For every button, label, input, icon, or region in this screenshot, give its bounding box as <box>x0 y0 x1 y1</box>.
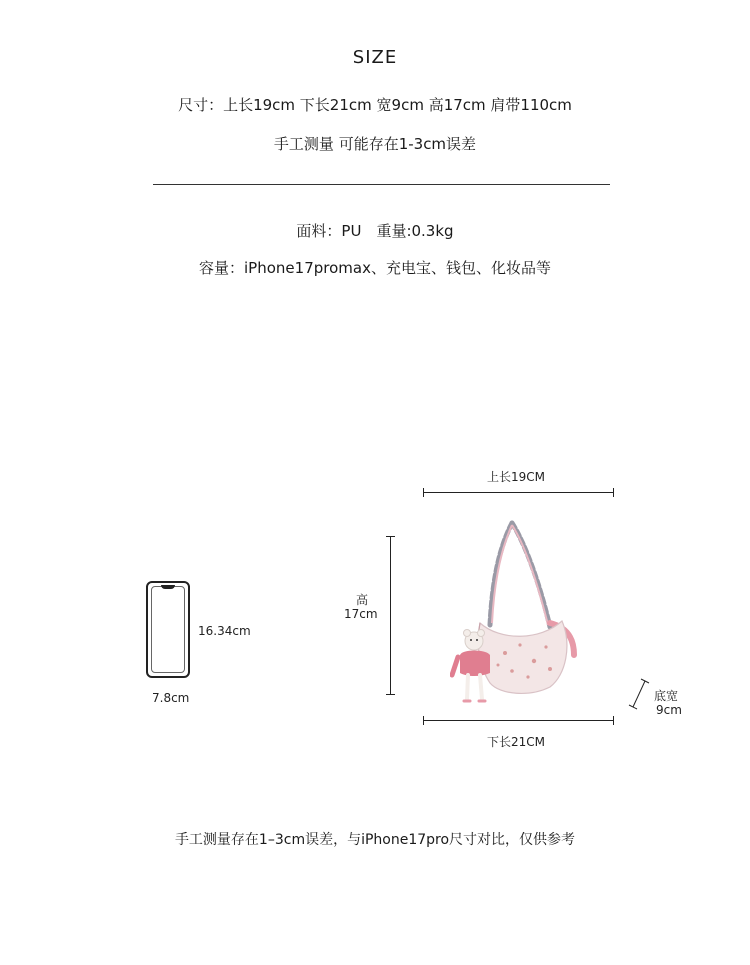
measure-note: 手工测量 可能存在1-3cm误差 <box>273 135 477 153</box>
height-value: 17cm <box>344 607 378 621</box>
footer-note: 手工测量存在1–3cm误差，与iPhone17pro尺寸对比，仅供参考 <box>174 832 576 848</box>
height-label: 高 <box>356 593 369 607</box>
height-tick-bottom <box>386 694 395 695</box>
phone-outline <box>146 581 190 678</box>
top-length-tick-right <box>613 488 614 497</box>
phone-height-label: 16.34cm <box>198 624 251 638</box>
material-text: 面料：PU 重量:0.3kg <box>296 222 454 240</box>
phone-screen <box>151 586 185 673</box>
top-length-label: 上长19CM <box>487 470 546 484</box>
capacity-text: 容量：iPhone17promax、充电宝、钱包、化妆品等 <box>199 259 551 277</box>
dimensions-text: 尺寸：上长19cm 下长21cm 宽9cm 高17cm 肩带110cm <box>178 96 572 114</box>
page-title: SIZE <box>352 47 398 68</box>
depth-value: 9cm <box>656 703 682 717</box>
depth-line <box>625 676 651 714</box>
divider <box>153 184 610 185</box>
phone-width-label: 7.8cm <box>152 691 190 705</box>
top-length-tick-left <box>423 488 424 497</box>
top-length-line <box>423 492 614 493</box>
bottom-length-label: 下长21CM <box>487 735 546 749</box>
depth-label: 底宽 <box>654 689 679 703</box>
height-line <box>390 536 391 695</box>
bottom-length-tick-right <box>613 716 614 725</box>
bear-charm <box>452 623 490 701</box>
bottom-length-line <box>423 720 614 721</box>
bag-image <box>450 515 600 710</box>
bottom-length-tick-left <box>423 716 424 725</box>
height-tick-top <box>386 536 395 537</box>
phone-notch <box>161 585 175 589</box>
bag-body <box>478 621 567 693</box>
